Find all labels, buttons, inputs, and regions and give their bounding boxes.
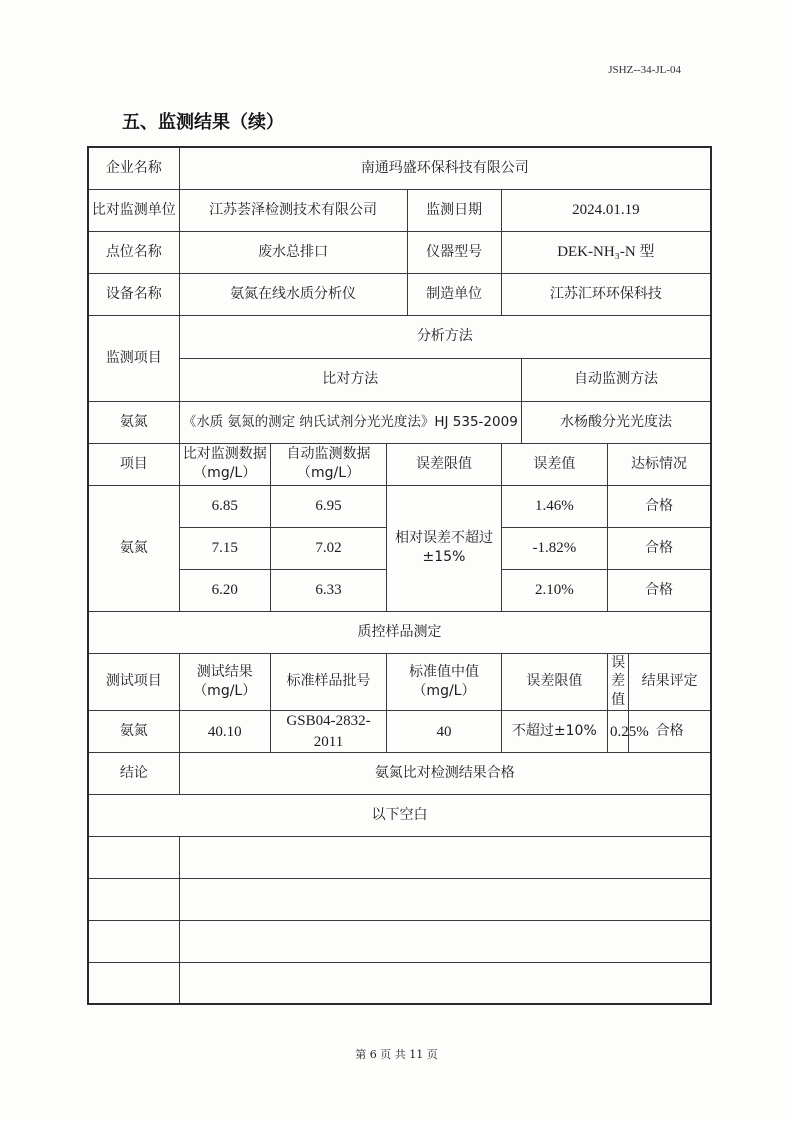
comparison-auto-value: 6.33 — [270, 569, 386, 611]
qc-title: 质控样品测定 — [88, 611, 711, 653]
page-footer: 第 6 页 共 11 页 — [355, 1048, 438, 1061]
model-label: 仪器型号 — [407, 231, 501, 273]
empty-cell — [88, 879, 179, 921]
comparison-item: 氨氮 — [88, 485, 179, 611]
conclusion-value: 氨氮比对检测结果合格 — [179, 753, 711, 795]
comparison-status: 合格 — [608, 527, 711, 569]
qc-header-limit: 误差限值 — [501, 653, 607, 711]
comparison-header-item: 项目 — [88, 443, 179, 485]
maker-value: 江苏汇环环保科技 — [501, 273, 711, 315]
comparison-error-value: 2.10% — [501, 569, 607, 611]
auto-method-value: 水杨酸分光光度法 — [521, 401, 711, 443]
qc-header-result: 测试结果（mg/L） — [179, 653, 270, 711]
compare-unit-value: 江苏荟泽检测技术有限公司 — [179, 189, 407, 231]
empty-cell — [179, 921, 711, 963]
comparison-compare-value: 7.15 — [179, 527, 270, 569]
device-label: 设备名称 — [88, 273, 179, 315]
method-item: 氨氮 — [88, 401, 179, 443]
blank-note: 以下空白 — [88, 795, 711, 837]
compare-unit-label: 比对监测单位 — [88, 189, 179, 231]
qc-item: 氨氮 — [88, 711, 179, 753]
qc-batch: GSB04-2832-2011 — [270, 711, 386, 753]
compare-method-value: 《水质 氨氮的测定 纳氏试剂分光光度法》HJ 535-2009 — [179, 401, 521, 443]
monitor-date-label: 监测日期 — [407, 189, 501, 231]
company-value: 南通玛盛环保科技有限公司 — [179, 147, 711, 189]
qc-header-batch: 标准样品批号 — [270, 653, 386, 711]
empty-cell — [179, 837, 711, 879]
empty-cell — [179, 879, 711, 921]
comparison-compare-value: 6.85 — [179, 485, 270, 527]
empty-cell — [88, 963, 179, 1004]
maker-label: 制造单位 — [407, 273, 501, 315]
qc-header-error: 误差值 — [608, 653, 629, 711]
comparison-status: 合格 — [608, 569, 711, 611]
comparison-header-limit: 误差限值 — [387, 443, 501, 485]
site-value: 废水总排口 — [179, 231, 407, 273]
monitor-date-value: 2024.01.19 — [501, 189, 711, 231]
conclusion-label: 结论 — [88, 753, 179, 795]
comparison-status: 合格 — [608, 485, 711, 527]
qc-standard: 40 — [387, 711, 501, 753]
comparison-header-error: 误差值 — [501, 443, 607, 485]
qc-rating: 合格 — [629, 711, 711, 753]
company-label: 企业名称 — [88, 147, 179, 189]
device-value: 氨氮在线水质分析仪 — [179, 273, 407, 315]
auto-method-label: 自动监测方法 — [521, 358, 711, 401]
qc-result: 40.10 — [179, 711, 270, 753]
method-header: 分析方法 — [179, 315, 711, 358]
comparison-error-value: 1.46% — [501, 485, 607, 527]
monitor-item-label: 监测项目 — [88, 315, 179, 401]
section-title: 五、监测结果（续） — [122, 112, 284, 133]
qc-header-rating: 结果评定 — [629, 653, 711, 711]
comparison-error-value: -1.82% — [501, 527, 607, 569]
comparison-limit: 相对误差不超过±15% — [387, 485, 501, 611]
comparison-auto-value: 7.02 — [270, 527, 386, 569]
compare-method-label: 比对方法 — [179, 358, 521, 401]
qc-limit: 不超过±10% — [501, 711, 607, 753]
site-label: 点位名称 — [88, 231, 179, 273]
document-number: JSHZ--34-JL-04 — [608, 64, 681, 76]
results-table — [87, 146, 712, 1005]
comparison-header-auto: 自动监测数据（mg/L） — [270, 443, 386, 485]
model-value: DEK-NH₃-N 型 — [501, 231, 711, 273]
empty-cell — [179, 963, 711, 1004]
comparison-compare-value: 6.20 — [179, 569, 270, 611]
comparison-header-compare: 比对监测数据（mg/L） — [179, 443, 270, 485]
empty-cell — [88, 837, 179, 879]
qc-header-item: 测试项目 — [88, 653, 179, 711]
comparison-auto-value: 6.95 — [270, 485, 386, 527]
empty-cell — [88, 921, 179, 963]
qc-header-standard: 标准值中值（mg/L） — [387, 653, 501, 711]
qc-error: 0.25% — [608, 711, 629, 753]
comparison-header-status: 达标情况 — [608, 443, 711, 485]
